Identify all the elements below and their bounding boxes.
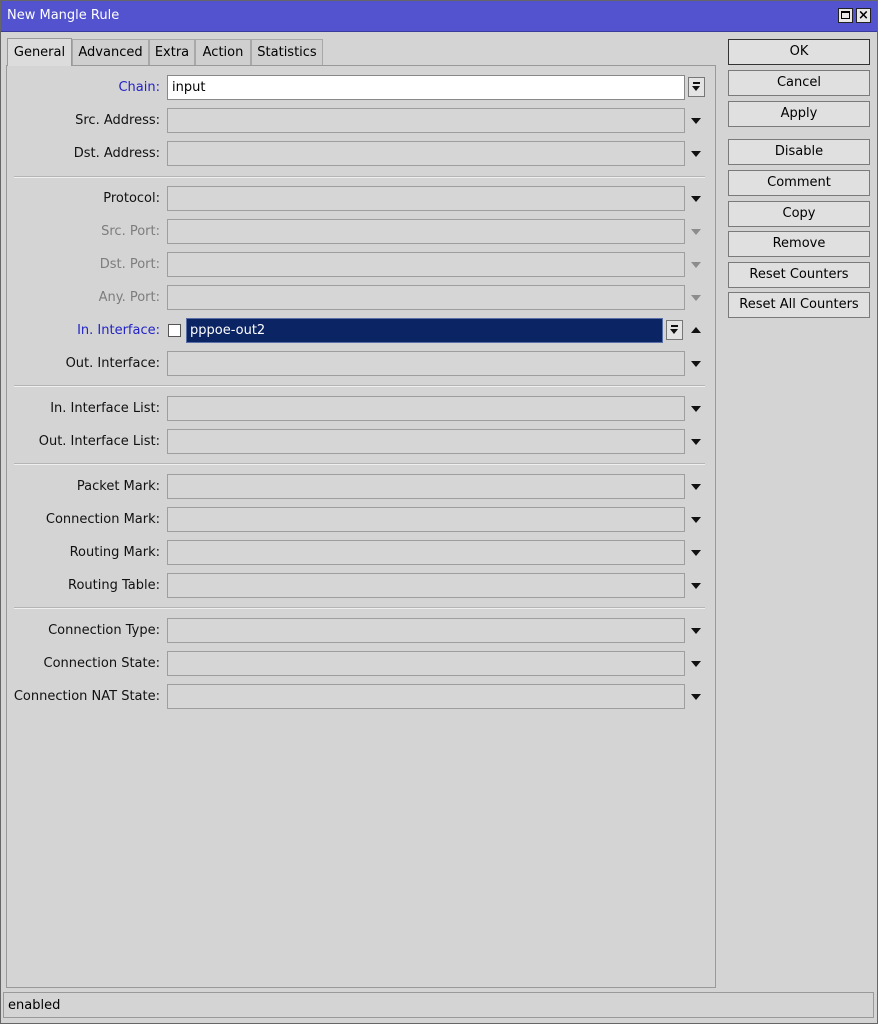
in-interface-input[interactable] (186, 318, 663, 343)
out-interface-list-label: Out. Interface List: (38, 434, 160, 449)
src-port-label: Src. Port: (101, 224, 160, 239)
dst-port-input[interactable] (167, 252, 685, 277)
connection-state-expand-icon[interactable] (691, 661, 701, 667)
chain-input[interactable] (167, 75, 685, 100)
protocol-label: Protocol: (103, 191, 160, 206)
ok-button[interactable]: OK (728, 39, 870, 65)
in-interface-list-label: In. Interface List: (50, 401, 160, 416)
chain-value: input (172, 80, 206, 95)
out-interface-label: Out. Interface: (65, 356, 160, 371)
in-interface-list-input[interactable] (167, 396, 685, 421)
routing-table-input[interactable] (167, 573, 685, 598)
src-port-expand-icon[interactable] (691, 229, 701, 235)
connection-mark-row (7, 507, 717, 533)
packet-mark-row (7, 474, 717, 500)
connection-nat-state-expand-icon[interactable] (691, 694, 701, 700)
dst-address-input[interactable] (167, 141, 685, 166)
routing-mark-expand-icon[interactable] (691, 550, 701, 556)
status-text: enabled (8, 998, 61, 1013)
connection-state-input[interactable] (167, 651, 685, 676)
dst-port-expand-icon[interactable] (691, 262, 701, 268)
dst-address-row (7, 141, 717, 167)
out-interface-expand-icon[interactable] (691, 361, 701, 367)
src-address-row (7, 108, 717, 134)
separator (14, 607, 705, 609)
chain-label: Chain: (118, 80, 160, 95)
chain-row (7, 75, 717, 101)
in-interface-list-row (7, 396, 717, 422)
out-interface-row (7, 351, 717, 377)
dst-port-label: Dst. Port: (99, 257, 160, 272)
close-icon[interactable]: × (856, 8, 871, 23)
src-address-expand-icon[interactable] (691, 118, 701, 124)
protocol-row (7, 186, 717, 212)
out-interface-list-row (7, 429, 717, 455)
connection-type-expand-icon[interactable] (691, 628, 701, 634)
routing-table-row (7, 573, 717, 599)
comment-button[interactable]: Comment (728, 170, 870, 196)
titlebar[interactable] (1, 1, 877, 32)
routing-table-label: Routing Table: (68, 578, 160, 593)
connection-state-row (7, 651, 717, 677)
general-panel (6, 65, 716, 988)
apply-button[interactable]: Apply (728, 101, 870, 127)
tab-general[interactable]: General (7, 38, 72, 66)
connection-type-label: Connection Type: (48, 623, 160, 638)
packet-mark-input[interactable] (167, 474, 685, 499)
remove-button[interactable]: Remove (728, 231, 870, 257)
packet-mark-expand-icon[interactable] (691, 484, 701, 490)
in-interface-dropdown-icon[interactable] (666, 320, 683, 340)
separator (14, 463, 705, 465)
window-title: New Mangle Rule (7, 8, 120, 23)
any-port-expand-icon[interactable] (691, 295, 701, 301)
connection-mark-label: Connection Mark: (45, 512, 160, 527)
routing-mark-label: Routing Mark: (69, 545, 160, 560)
separator (14, 176, 705, 178)
connection-mark-input[interactable] (167, 507, 685, 532)
tab-advanced[interactable]: Advanced (72, 39, 149, 65)
any-port-input[interactable] (167, 285, 685, 310)
protocol-expand-icon[interactable] (691, 196, 701, 202)
dst-address-expand-icon[interactable] (691, 151, 701, 157)
connection-mark-expand-icon[interactable] (691, 517, 701, 523)
tab-statistics[interactable]: Statistics (251, 39, 323, 65)
tab-action[interactable]: Action (195, 39, 251, 65)
out-interface-input[interactable] (167, 351, 685, 376)
connection-nat-state-input[interactable] (167, 684, 685, 709)
protocol-input[interactable] (167, 186, 685, 211)
in-interface-list-expand-icon[interactable] (691, 406, 701, 412)
disable-button[interactable]: Disable (728, 139, 870, 165)
dst-address-label: Dst. Address: (73, 146, 160, 161)
chain-dropdown-icon[interactable] (688, 77, 705, 97)
in-interface-collapse-icon[interactable] (691, 327, 701, 333)
copy-button[interactable]: Copy (728, 201, 870, 227)
any-port-row (7, 285, 717, 311)
connection-nat-state-row (7, 684, 717, 710)
connection-type-row (7, 618, 717, 644)
in-interface-value: pppoe-out2 (190, 323, 266, 338)
reset-all-counters-button[interactable]: Reset All Counters (728, 292, 870, 318)
connection-nat-state-label: Connection NAT State: (13, 689, 160, 704)
separator (14, 385, 705, 387)
out-interface-list-input[interactable] (167, 429, 685, 454)
src-address-label: Src. Address: (75, 113, 160, 128)
in-interface-row (7, 318, 717, 344)
reset-counters-button[interactable]: Reset Counters (728, 262, 870, 288)
any-port-label: Any. Port: (98, 290, 160, 305)
src-port-row (7, 219, 717, 245)
out-interface-list-expand-icon[interactable] (691, 439, 701, 445)
status-bar (3, 992, 874, 1018)
packet-mark-label: Packet Mark: (76, 479, 160, 494)
src-port-input[interactable] (167, 219, 685, 244)
tab-extra[interactable]: Extra (149, 39, 195, 65)
connection-state-label: Connection State: (43, 656, 160, 671)
routing-mark-input[interactable] (167, 540, 685, 565)
routing-mark-row (7, 540, 717, 566)
maximize-icon[interactable] (838, 8, 853, 23)
src-address-input[interactable] (167, 108, 685, 133)
cancel-button[interactable]: Cancel (728, 70, 870, 96)
routing-table-expand-icon[interactable] (691, 583, 701, 589)
connection-type-input[interactable] (167, 618, 685, 643)
dst-port-row (7, 252, 717, 278)
in-interface-label: In. Interface: (77, 323, 160, 338)
in-interface-negate-checkbox[interactable] (168, 324, 181, 337)
